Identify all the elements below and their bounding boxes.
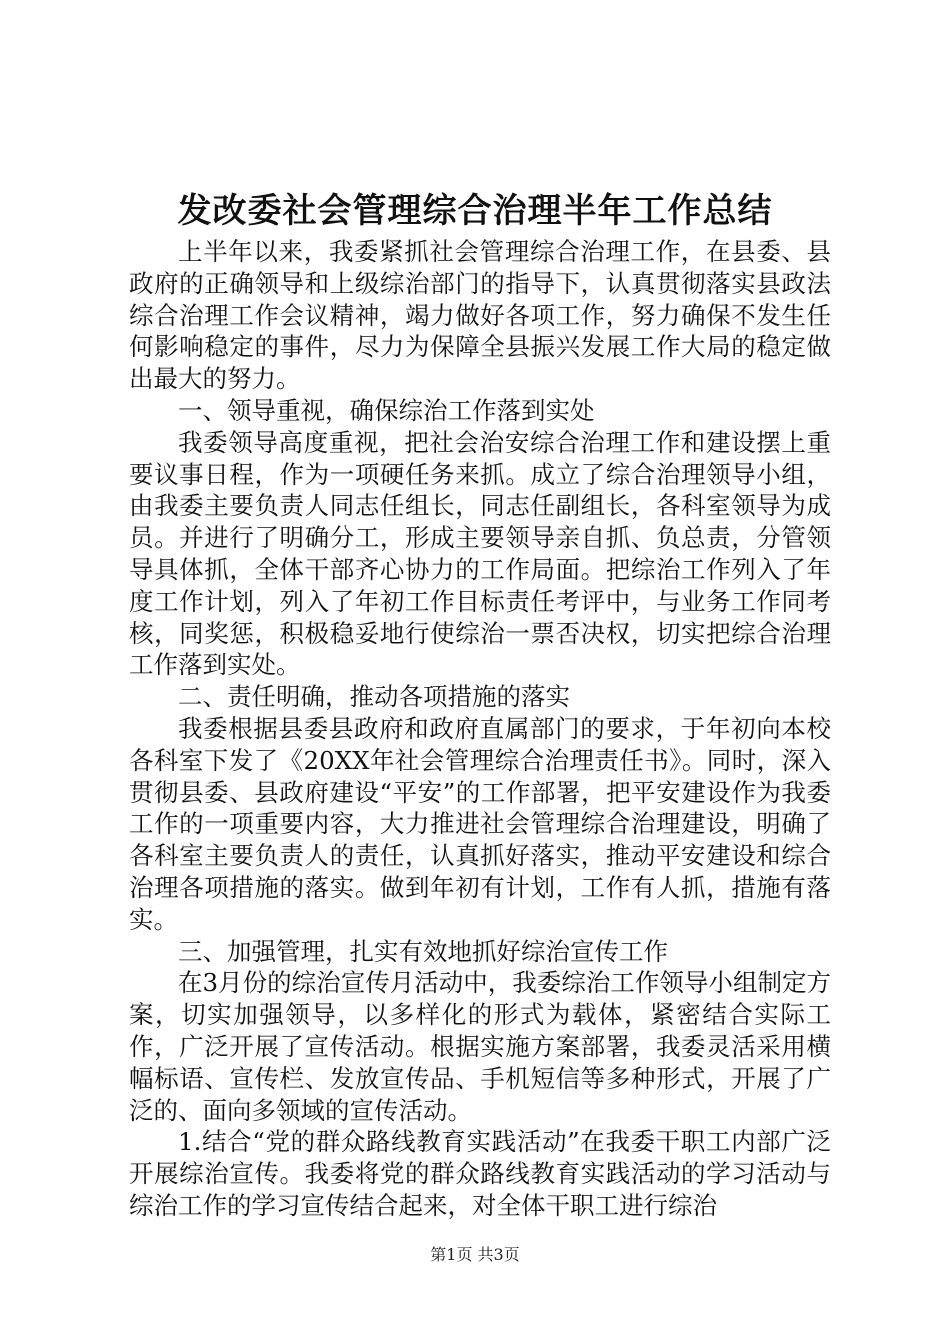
section-paragraph-2: 我委根据县委县政府和政府直属部门的要求，于年初向本校各科室下发了《20XX年社会管理综合治理责任书》。同时，深入贯彻县委、县政府建设“平安”的工作部署，把平安建设作为我委工作的一项重要内容，大力推进社会管理综合治理建设，明确了各科室主要负责人的责任，认真抓好落实，推动平安建设和综合治理各项措施的落实。做到年初有计划，工作有人抓，措施有落实。 — [129, 713, 831, 934]
section-heading-2: 二、责任明确，推动各项措施的落实 — [178, 682, 570, 712]
numbered-paragraph-1: 1.结合“党的群众路线教育实践活动”在我委干职工内部广泛开展综治宣传。我委将党的群众路线教育实践活动的学习活动与综治工作的学习宣传结合起来，对全体干职工进行综治 — [129, 1127, 831, 1220]
section-heading-3: 三、加强管理，扎实有效地抓好综治宣传工作 — [178, 936, 668, 966]
section-paragraph-1: 我委领导高度重视，把社会治安综合治理工作和建设摆上重要议事日程，作为一项硬任务来抓。成立了综合治理领导小组，由我委主要负责人同志任组长，同志任副组长，各科室领导为成员。并进行了明确分工，形成主要领导亲自抓、负总责，分管领导具体抓，全体干部齐心协力的工作局面。把综治工作列入了年度工作计划，列入了年初工作目标责任考评中，与业务工作同考核，同奖惩，积极稳妥地行使综治一票否决权，切实把综合治理工作落到实处。 — [129, 427, 831, 680]
document-body — [129, 236, 831, 1222]
section-paragraph-3: 在3月份的综治宣传月活动中，我委综治工作领导小组制定方案，切实加强领导，以多样化的形式为载体，紧密结合实际工作，广泛开展了宣传活动。根据实施方案部署，我委灵活采用横幅标语、宣传栏、发放宣传品、手机短信等多种形式，开展了广泛的、面向多领域的宣传活动。 — [129, 968, 831, 1125]
intro-paragraph: 上半年以来，我委紧抓社会管理综合治理工作，在县委、县政府的正确领导和上级综治部门的指导下，认真贯彻落实县政法综合治理工作会议精神，竭力做好各项工作，努力确保不发生任何影响稳定的事件，尽力为保障全县振兴发展工作大局的稳定做出最大的努力。 — [129, 237, 831, 394]
page-footer: 第1页 共3页 — [430, 1245, 520, 1264]
section-heading-1: 一、领导重视，确保综治工作落到实处 — [178, 395, 595, 425]
document-title: 发改委社会管理综合治理半年工作总结 — [177, 191, 773, 231]
